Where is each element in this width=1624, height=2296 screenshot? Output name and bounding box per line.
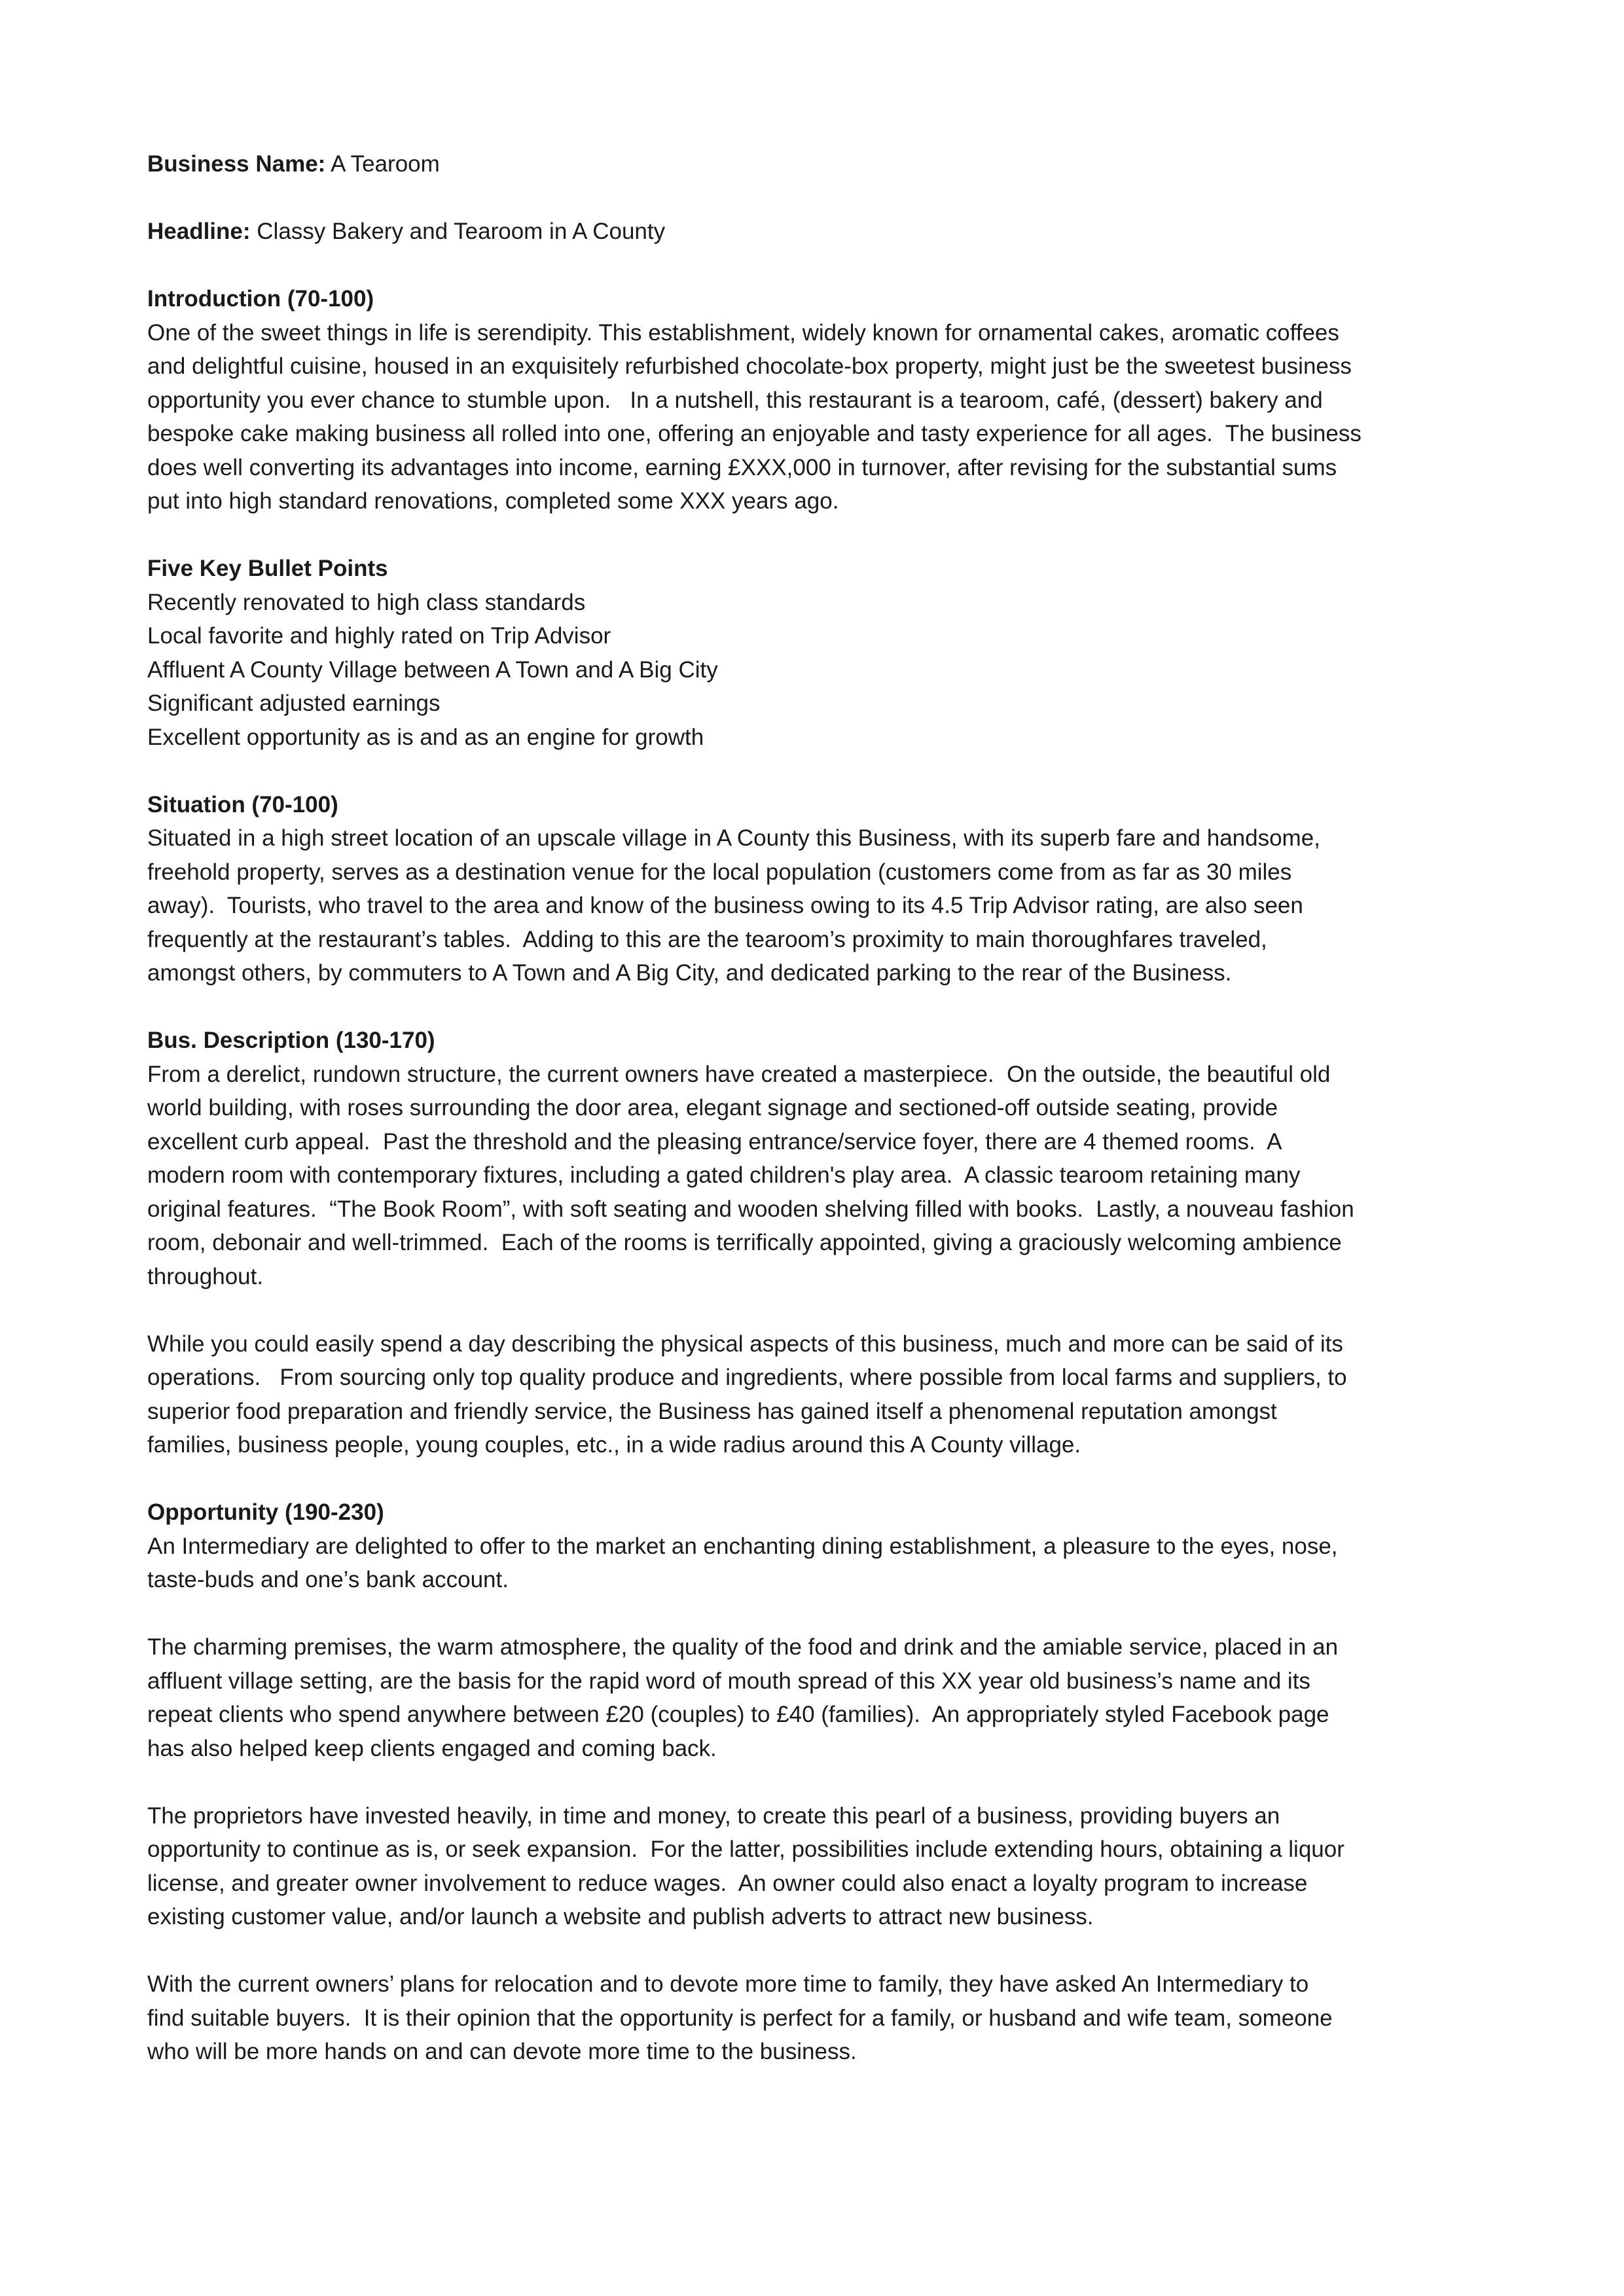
text-line: who will be more hands on and can devote more time to the business.: [147, 2039, 857, 2064]
business-name-label: Business Name:: [147, 151, 326, 177]
headline-value: Classy Bakery and Tearoom in A County: [250, 219, 666, 244]
bullet-item: Excellent opportunity as is and as an engine for growth: [147, 724, 704, 750]
headline-line: [147, 215, 1496, 249]
text-line: repeat clients who spend anywhere between £20 (couples) to £40 (families). An appropriately styled Facebook page: [147, 1702, 1329, 1727]
text-line: opportunity you ever chance to stumble upon. In a nutshell, this restaurant is a tearoom, café, (dessert) bakery and: [147, 387, 1323, 413]
text-line: does well converting its advantages into income, earning £XXX,000 in turnover, after revising for the substantial sums: [147, 454, 1337, 480]
text-line: From a derelict, rundown structure, the current owners have created a masterpiece. On the outside, the beautiful old: [147, 1061, 1331, 1087]
text-line: An Intermediary are delighted to offer to the market an enchanting dining establishment, a pleasure to the eyes, nose,: [147, 1533, 1338, 1559]
document-page: [147, 147, 1496, 2069]
spacer: [147, 1462, 1496, 1496]
text-line: The proprietors have invested heavily, in time and money, to create this pearl of a business, providing buyers an: [147, 1803, 1280, 1829]
text-line: put into high standard renovations, completed some XXX years ago.: [147, 488, 839, 514]
text-line: opportunity to continue as is, or seek expansion. For the latter, possibilities include extending hours, obtaining a liquor: [147, 1837, 1344, 1862]
text-line: has also helped keep clients engaged and coming back.: [147, 1735, 717, 1761]
text-line: license, and greater owner involvement to reduce wages. An owner could also enact a loyalty program to increase: [147, 1870, 1308, 1896]
text-line: freehold property, serves as a destination venue for the local population (customers come from as far as 30 miles: [147, 859, 1292, 885]
bullet-item: Recently renovated to high class standards: [147, 589, 586, 615]
text-line: families, business people, young couples, etc., in a wide radius around this A County village.: [147, 1432, 1081, 1458]
description-paragraph-1: [147, 1058, 1496, 1294]
text-line: amongst others, by commuters to A Town and A Big City, and dedicated parking to the rear of the Business.: [147, 960, 1232, 986]
text-line: operations. From sourcing only top quality produce and ingredients, where possible from local farms and suppliers, to: [147, 1365, 1347, 1390]
opportunity-paragraph-1: [147, 1530, 1496, 1597]
bullet-item: Affluent A County Village between A Town and A Big City: [147, 656, 718, 683]
text-line: world building, with roses surrounding the door area, elegant signage and sectioned-off outside seating, provide: [147, 1095, 1278, 1121]
text-line: Situated in a high street location of an upscale village in A County this Business, with its superb fare and handsome,: [147, 825, 1320, 851]
bullet-item: Significant adjusted earnings: [147, 691, 441, 716]
text-line: and delightful cuisine, housed in an exquisitely refurbished chocolate-box property, might just be the sweetest business: [147, 353, 1352, 379]
bullets-heading: Five Key Bullet Points: [147, 556, 388, 581]
text-line: existing customer value, and/or launch a website and publish adverts to attract new business.: [147, 1904, 1094, 1929]
spacer: [147, 249, 1496, 283]
text-line: frequently at the restaurant’s tables. Adding to this are the tearoom’s proximity to main thoroughfares traveled,: [147, 926, 1267, 952]
description-heading: Bus. Description (130-170): [147, 1028, 435, 1053]
text-line: excellent curb appeal. Past the threshold and the pleasing entrance/service foyer, there are 4 themed rooms. A: [147, 1128, 1282, 1155]
text-line: superior food preparation and friendly service, the Business has gained itself a phenomenal reputation amongst: [147, 1398, 1277, 1424]
opportunity-heading: Opportunity (190-230): [147, 1499, 384, 1525]
bullet-item: Local favorite and highly rated on Trip Advisor: [147, 623, 611, 649]
opportunity-paragraph-2: [147, 1630, 1496, 1765]
text-line: affluent village setting, are the basis for the rapid word of mouth spread of this XX year old business’s name and its: [147, 1668, 1310, 1694]
spacer: [147, 1597, 1496, 1631]
opportunity-paragraph-4: [147, 1967, 1496, 2069]
text-line: With the current owners’ plans for relocation and to devote more time to family, they have asked An Intermediary to: [147, 1971, 1309, 1997]
situation-heading: Situation (70-100): [147, 791, 338, 817]
spacer: [147, 754, 1496, 788]
text-line: bespoke cake making business all rolled into one, offering an enjoyable and tasty experience for all ages. The business: [147, 421, 1362, 446]
text-line: taste-buds and one’s bank account.: [147, 1567, 509, 1592]
text-line: away). Tourists, who travel to the area and know of the business owing to its 4.5 Trip Advisor rating, are also seen: [147, 893, 1303, 918]
business-name-value: A Tearoom: [325, 151, 440, 177]
spacer: [147, 1293, 1496, 1327]
situation-body: [147, 821, 1496, 990]
text-line: throughout.: [147, 1263, 264, 1289]
description-paragraph-2: [147, 1327, 1496, 1462]
introduction-heading: Introduction (70-100): [147, 286, 374, 312]
text-line: find suitable buyers. It is their opinion that the opportunity is perfect for a family, or husband and wife team, someone: [147, 2005, 1333, 2031]
text-line: One of the sweet things in life is serendipity. This establishment, widely known for ornamental cakes, aromatic coffees: [147, 319, 1339, 346]
spacer: [147, 518, 1496, 552]
spacer: [147, 990, 1496, 1024]
text-line: modern room with contemporary fixtures, including a gated children's play area. A classic tearoom retaining many: [147, 1162, 1301, 1188]
text-line: room, debonair and well-trimmed. Each of the rooms is terrifically appointed, giving a graciously welcoming ambience: [147, 1230, 1342, 1255]
business-name-line: [147, 147, 1496, 181]
spacer: [147, 1765, 1496, 1799]
introduction-body: [147, 316, 1496, 518]
spacer: [147, 1934, 1496, 1968]
opportunity-paragraph-3: [147, 1799, 1496, 1934]
text-line: While you could easily spend a day describing the physical aspects of this business, much and more can be said of its: [147, 1331, 1343, 1357]
headline-label: Headline:: [147, 219, 251, 244]
bullet-list: [147, 586, 1496, 755]
text-line: original features. “The Book Room”, with soft seating and wooden shelving filled with books. Lastly, a nouveau fashion: [147, 1196, 1354, 1222]
text-line: The charming premises, the warm atmosphere, the quality of the food and drink and the amiable service, placed in an: [147, 1634, 1339, 1660]
spacer: [147, 181, 1496, 215]
